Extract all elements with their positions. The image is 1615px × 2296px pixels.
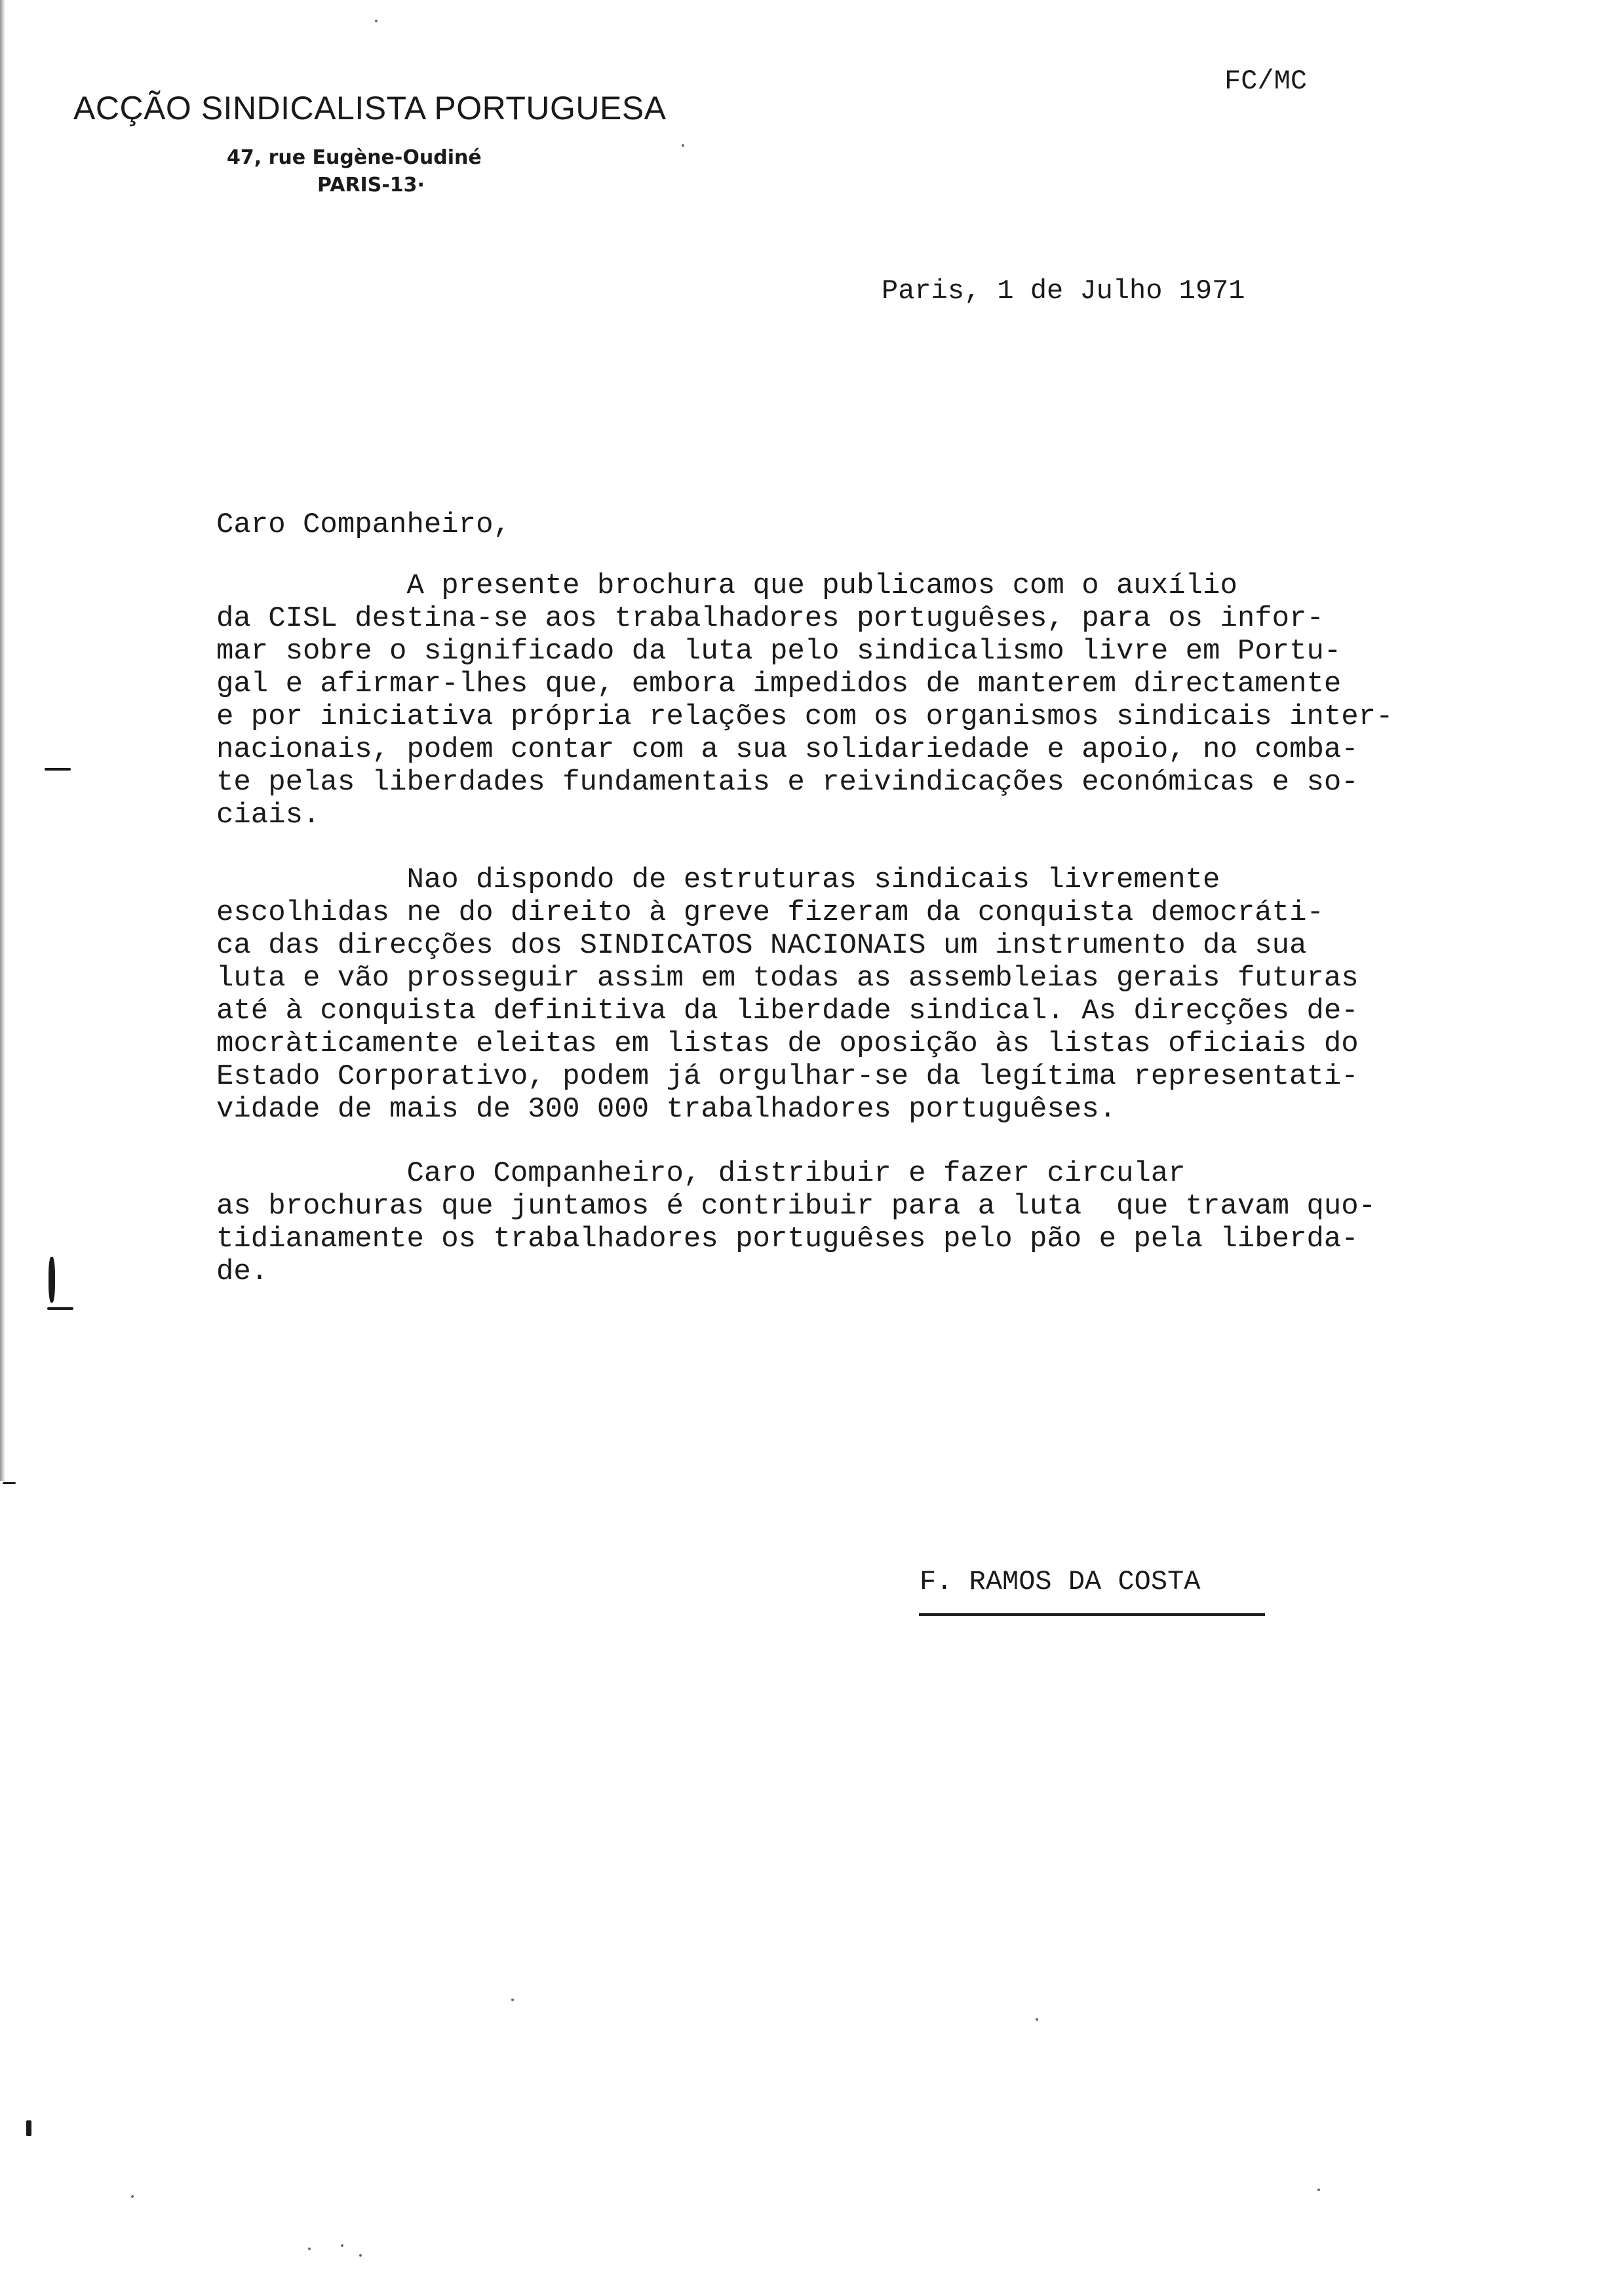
body-paragraph-3: Caro Companheiro, distribuir e fazer circular as brochuras que juntamos é contribuir para a luta que travam quo- tidianamente os trabalhadores portuguêses pelo pão e pela liberda- de. <box>216 1157 1376 1288</box>
scan-speck <box>341 2244 343 2247</box>
signature-underline <box>919 1613 1265 1616</box>
margin-punch-mark <box>49 1257 55 1303</box>
scan-speck <box>359 2254 362 2257</box>
signature-name: F. RAMOS DA COSTA <box>920 1566 1201 1598</box>
salutation: Caro Companheiro, <box>216 508 511 541</box>
scan-speck <box>511 1999 514 2001</box>
letterhead-organization: ACÇÃO SINDICALISTA PORTUGUESA <box>73 90 667 126</box>
reference-code: FC/MC <box>1224 66 1308 97</box>
margin-punch-mark <box>47 1307 73 1310</box>
margin-punch-mark <box>45 768 71 771</box>
letterhead-city: PARIS-13· <box>317 174 425 197</box>
letterhead-address <box>227 144 482 199</box>
letterhead-street: 47, rue Eugène-Oudiné <box>227 146 482 169</box>
page-edge-shadow <box>0 0 5 1481</box>
scan-speck <box>1317 2189 1320 2191</box>
body-paragraph-1: A presente brochura que publicamos com o auxílio da CISL destina-se aos trabalhadores portuguêses, para os infor- mar sobre o significado da luta pelo sindicalismo livre em Portu- gal e afirmar-lhes que, embora impedidos de manterem directamente e por iniciativa própria relações com os organismos sindicais inter- nacionais, podem contar com a sua solidariedade e apoio, no comba- te pelas liberdades fundamentais e reivindicações económicas e so- ciais. <box>216 569 1393 832</box>
scan-speck <box>1036 2018 1038 2021</box>
margin-punch-mark <box>26 2120 31 2136</box>
scan-speck <box>308 2248 311 2250</box>
letter-date: Paris, 1 de Julho 1971 <box>882 275 1245 307</box>
body-paragraph-2: Nao dispondo de estruturas sindicais livremente escolhidas ne do direito à greve fizeram da conquista democráti- ca das direcções dos SINDICATOS NACIONAIS um instrumento da sua luta e vão prosseguir assim em todas as assembleias gerais futuras até à conquista definitiva da liberdade sindical. As direcções de- mocràticamente eleitas em listas de oposição às listas oficiais do Estado Corporativo, podem já orgulhar-se da legítima representati- vidade de mais de 300 000 trabalhadores portuguêses. <box>216 864 1359 1126</box>
scan-speck <box>682 144 684 147</box>
scan-speck <box>131 2195 134 2198</box>
scan-speck <box>375 20 378 22</box>
margin-punch-mark <box>3 1482 16 1484</box>
